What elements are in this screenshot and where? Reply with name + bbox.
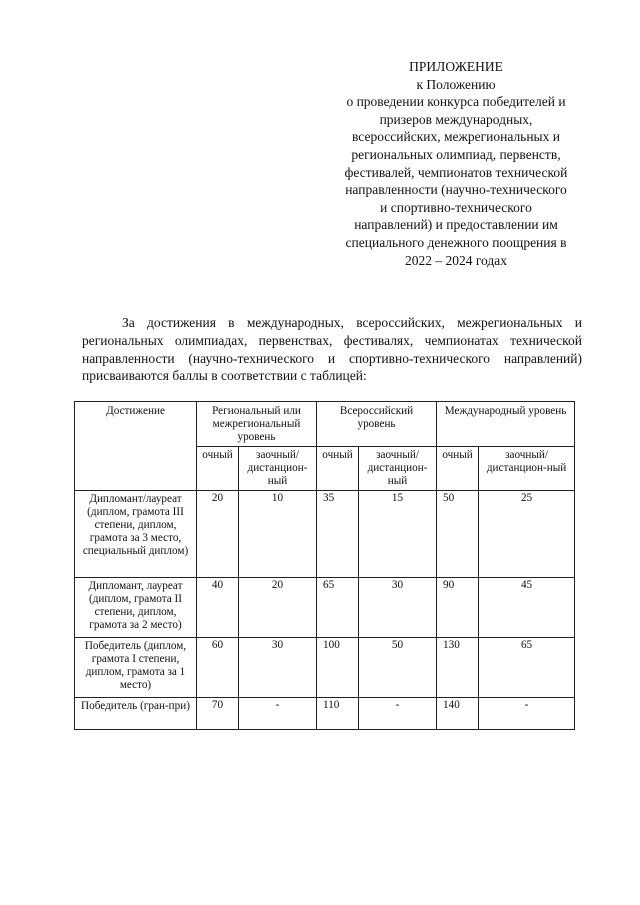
points-cell: 110 bbox=[317, 697, 359, 729]
points-cell: 20 bbox=[239, 577, 317, 637]
points-cell: 20 bbox=[197, 490, 239, 577]
subheader-fulltime: очный bbox=[317, 446, 359, 490]
points-cell: - bbox=[479, 697, 575, 729]
achievement-cell: Дипломант/лауреат (диплом, грамота III степени, диплом, грамота за 3 место, специальный диплом) bbox=[75, 490, 197, 577]
subheader-distance: заочный/ дистанцион-ный bbox=[239, 446, 317, 490]
appendix-line: специального денежного поощрения в bbox=[345, 234, 567, 250]
appendix-years: 2022 – 2024 годах bbox=[404, 252, 508, 268]
intro-line: За достижения в международных, всероссийских, межрегиональных и bbox=[122, 315, 582, 330]
header-international: Международный уровень bbox=[437, 402, 575, 447]
appendix-line: всероссийских, межрегиональных и bbox=[352, 129, 560, 145]
points-cell: 50 bbox=[359, 637, 437, 697]
appendix-line: направлений) и предоставлении им bbox=[354, 217, 558, 233]
intro-line: направленности (научно-технического и спортивно-технического направлений) bbox=[82, 350, 582, 366]
appendix-title: ПРИЛОЖЕНИЕ bbox=[409, 59, 503, 74]
appendix-line: призеров международных, bbox=[379, 111, 533, 127]
table-row bbox=[75, 637, 575, 697]
appendix-header bbox=[318, 58, 594, 269]
points-cell: - bbox=[239, 697, 317, 729]
points-cell: 25 bbox=[479, 490, 575, 577]
points-cell: 10 bbox=[239, 490, 317, 577]
points-cell: 40 bbox=[197, 577, 239, 637]
points-cell: - bbox=[359, 697, 437, 729]
header-national: Всероссийский уровень bbox=[317, 402, 437, 447]
appendix-line: и спортивно-технического bbox=[380, 199, 532, 215]
achievement-cell: Победитель (диплом, грамота I степени, диплом, грамота за 1 место) bbox=[75, 637, 197, 697]
intro-line: присваиваются баллы в соответствии с таблицей: bbox=[82, 368, 367, 384]
subheader-fulltime: очный bbox=[197, 446, 239, 490]
points-table bbox=[74, 401, 575, 730]
points-cell: 90 bbox=[437, 577, 479, 637]
intro-paragraph bbox=[82, 314, 582, 385]
points-cell: 35 bbox=[317, 490, 359, 577]
subheader-distance: заочный/ дистанцион-ный bbox=[479, 446, 575, 490]
points-cell: 45 bbox=[479, 577, 575, 637]
points-cell: 30 bbox=[239, 637, 317, 697]
points-cell: 60 bbox=[197, 637, 239, 697]
appendix-line: фестивалей, чемпионатов технической bbox=[344, 164, 568, 180]
intro-line: региональных олимпиадах, первенствах, фестивалях, чемпионатах технической bbox=[82, 332, 582, 348]
achievement-cell: Победитель (гран-при) bbox=[75, 697, 197, 729]
points-cell: 130 bbox=[437, 637, 479, 697]
header-regional: Региональный или межрегиональный уровень bbox=[197, 402, 317, 447]
achievement-cell: Дипломант, лауреат (диплом, грамота II степени, диплом, грамота за 2 место) bbox=[75, 577, 197, 637]
points-cell: 140 bbox=[437, 697, 479, 729]
table-row bbox=[75, 697, 575, 729]
appendix-line: к Положению bbox=[416, 76, 496, 92]
points-cell: 70 bbox=[197, 697, 239, 729]
points-cell: 15 bbox=[359, 490, 437, 577]
points-cell: 100 bbox=[317, 637, 359, 697]
points-cell: 50 bbox=[437, 490, 479, 577]
points-cell: 30 bbox=[359, 577, 437, 637]
points-cell: 65 bbox=[317, 577, 359, 637]
appendix-line: региональных олимпиад, первенств, bbox=[351, 146, 561, 162]
subheader-fulltime: очный bbox=[437, 446, 479, 490]
table-row bbox=[75, 577, 575, 637]
subheader-distance: заочный/ дистанцион-ный bbox=[359, 446, 437, 490]
header-achievement: Достижение bbox=[75, 402, 197, 491]
appendix-line: направленности (научно-технического bbox=[345, 182, 567, 198]
table-row bbox=[75, 490, 575, 577]
points-cell: 65 bbox=[479, 637, 575, 697]
appendix-line: о проведении конкурса победителей и bbox=[346, 94, 566, 110]
